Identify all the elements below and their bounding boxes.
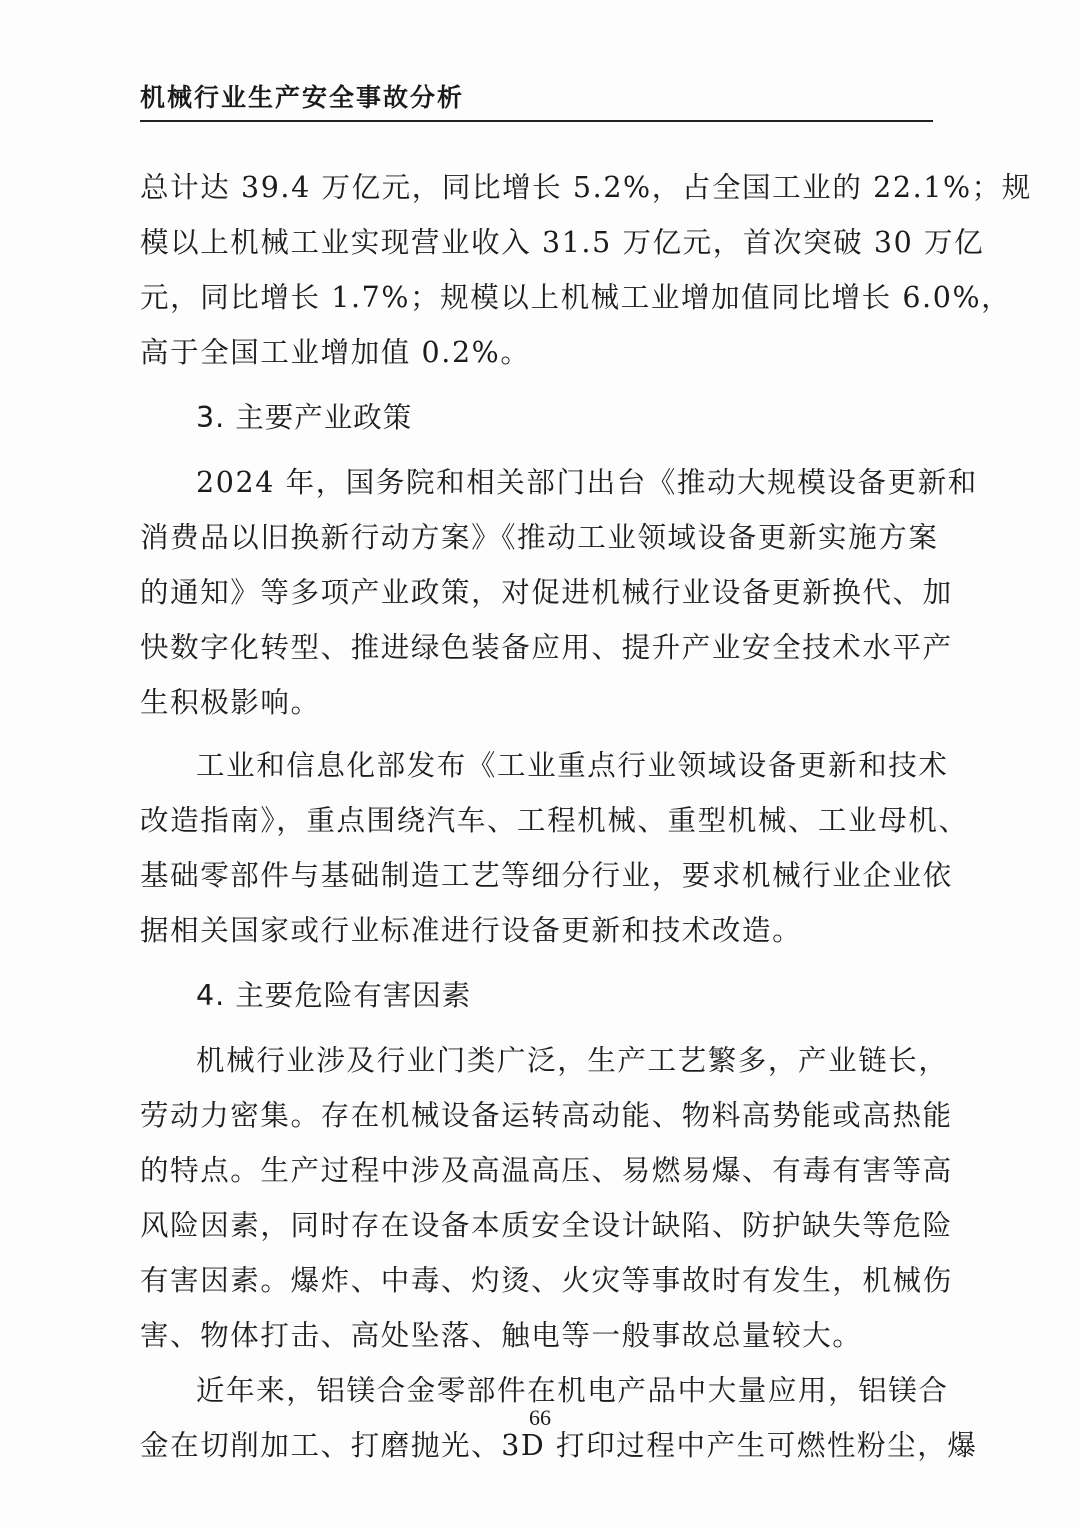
page-number: 66	[529, 1405, 551, 1430]
text-line: 劳动力密集。存在机械设备运转高动能、物料高势能或高热能	[140, 1099, 953, 1132]
section-heading-3: 3. 主要产业政策	[196, 401, 413, 434]
text-line: 改造指南》，重点围绕汽车、工程机械、重型机械、工业母机、	[140, 804, 969, 837]
paragraph-section-4-a	[140, 1033, 953, 1363]
text-line: 机械行业涉及行业门类广泛，生产工艺繁多，产业链长，	[196, 1044, 949, 1077]
text-line: 快数字化转型、推进绿色装备应用、提升产业安全技术水平产	[140, 631, 953, 664]
paragraph-section-3-a	[140, 455, 978, 730]
text-line: 的通知》等多项产业政策，对促进机械行业设备更新换代、加	[140, 576, 953, 609]
text-line: 消费品以旧换新行动方案》《推动工业领域设备更新实施方案	[140, 521, 939, 554]
text-line: 高于全国工业增加值 0.2%。	[140, 336, 531, 369]
section-heading-4: 4. 主要危险有害因素	[196, 979, 472, 1012]
paragraph-section-3-b	[140, 738, 969, 958]
text-line: 的特点。生产过程中涉及高温高压、易燃易爆、有毒有害等高	[140, 1154, 953, 1187]
text-line: 金在切削加工、打磨抛光、3D 打印过程中产生可燃性粉尘，爆	[140, 1429, 978, 1462]
running-header-title: 机械行业生产安全事故分析	[140, 83, 465, 112]
text-line: 模以上机械工业实现营业收入 31.5 万亿元，首次突破 30 万亿	[140, 226, 985, 259]
text-line: 有害因素。爆炸、中毒、灼烫、火灾等事故时有发生，机械伤	[140, 1264, 953, 1297]
text-line: 元，同比增长 1.7%；规模以上机械工业增加值同比增长 6.0%，	[140, 281, 1012, 314]
paragraph-continuation	[140, 160, 1032, 380]
text-line: 风险因素，同时存在设备本质安全设计缺陷、防护缺失等危险	[140, 1209, 953, 1242]
text-line: 总计达 39.4 万亿元，同比增长 5.2%，占全国工业的 22.1%；规	[140, 171, 1032, 204]
text-line: 近年来，铝镁合金零部件在机电产品中大量应用，铝镁合	[196, 1374, 949, 1407]
text-line: 据相关国家或行业标准进行设备更新和技术改造。	[140, 914, 803, 947]
text-line: 工业和信息化部发布《工业重点行业领域设备更新和技术	[196, 749, 949, 782]
text-line: 基础零部件与基础制造工艺等细分行业，要求机械行业企业依	[140, 859, 953, 892]
text-line: 生积极影响。	[140, 686, 321, 719]
text-line: 害、物体打击、高处坠落、触电等一般事故总量较大。	[140, 1319, 863, 1352]
body-text	[140, 160, 1032, 1473]
text-line: 2024 年，国务院和相关部门出台《推动大规模设备更新和	[196, 466, 978, 499]
header-divider	[140, 120, 933, 122]
